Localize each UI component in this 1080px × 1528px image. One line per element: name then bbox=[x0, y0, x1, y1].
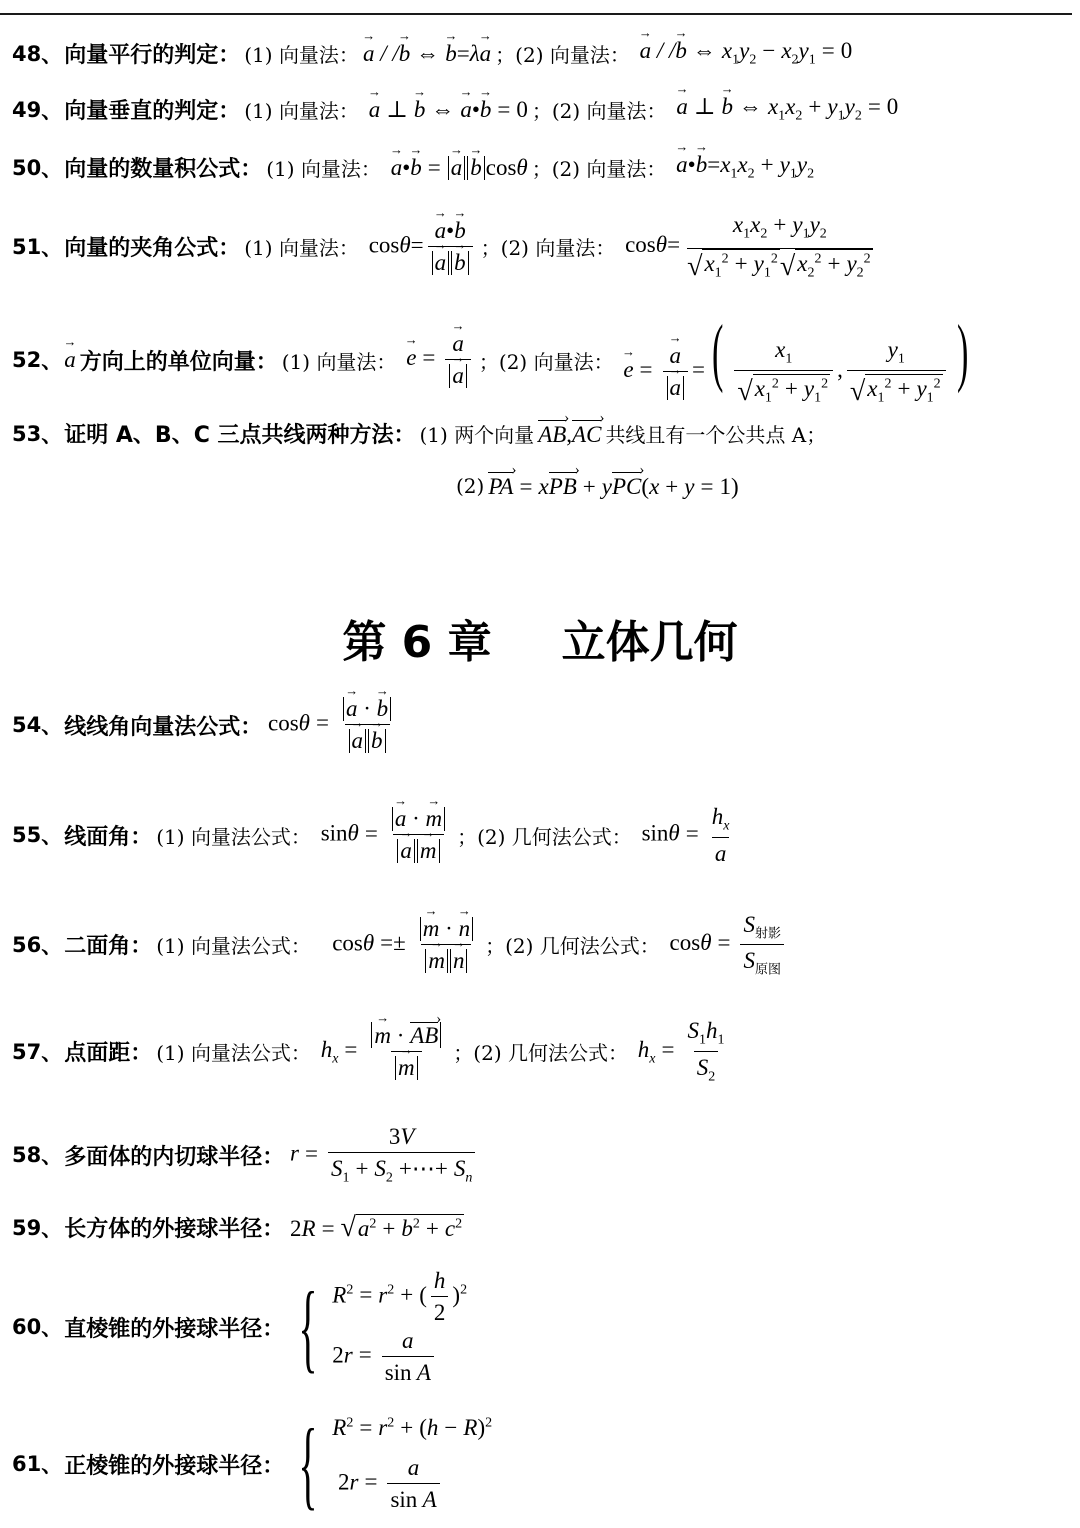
chapter-label: 第 6 章 bbox=[342, 617, 492, 668]
formula-61-system: { $R^2 = r^2 + (h - R)^2$ 2r = $\frac{a}{\text{sin A}}$ bbox=[298, 1408, 493, 1519]
item-title: 向量垂直的判定： bbox=[64, 99, 241, 124]
subscript-shadow: 射影 bbox=[754, 926, 781, 942]
method-2-label: ；(2) 几何法公式： bbox=[457, 824, 632, 849]
item-number: 57 bbox=[12, 1039, 42, 1064]
formula-59-radius: 2R = √ $a^2 + b^2 + c^2$ bbox=[290, 1211, 463, 1243]
formula-56 bbox=[12, 912, 788, 977]
method-2-label: ；(2) 向量法： bbox=[531, 157, 667, 181]
formula-58-radius: r = $\frac{3V}{S_1 + S_2 +\cdots+ S_n}$ bbox=[284, 1124, 479, 1187]
item-number: 56 bbox=[12, 932, 42, 957]
formula-56-geometric: cosθ = $\frac{S_{射影}}{S_{原图}}$ bbox=[664, 912, 788, 977]
formula-61 bbox=[12, 1408, 493, 1519]
method-1-label: (1) 向量法： bbox=[244, 99, 359, 123]
item-title: 正棱锥的外接球半径： bbox=[64, 1453, 285, 1479]
formula-48 bbox=[12, 38, 852, 69]
method-2-label: ；(2) 向量法： bbox=[531, 99, 667, 123]
formula-48-coord: → a / /→ b ⇔ $x_1y_2 - x_2y_1 = 0$ bbox=[634, 38, 852, 69]
item-separator: 、 bbox=[41, 98, 63, 123]
item-title: 点面距： bbox=[64, 1041, 153, 1067]
method-1-label: (1) 向量法公式： bbox=[156, 1041, 311, 1066]
method-1-label: (1) 向量法： bbox=[244, 43, 359, 67]
item-number: 53 bbox=[12, 421, 42, 446]
item-title: 向量平行的判定： bbox=[64, 43, 241, 68]
method-2-label: ；(2) 几何法公式： bbox=[453, 1041, 628, 1066]
item-separator: 、 bbox=[41, 1144, 63, 1169]
item-number: 48 bbox=[12, 41, 42, 66]
vector-a-symbol: → a bbox=[64, 347, 76, 373]
method-2-label: ；(2) 几何法公式： bbox=[485, 934, 660, 959]
formula-55 bbox=[12, 804, 736, 867]
method-2-label: ；(2) 向量法： bbox=[478, 349, 614, 374]
item-number: 51 bbox=[12, 234, 42, 259]
item-title: 向量的数量积公式： bbox=[64, 157, 263, 182]
formula-52 bbox=[12, 310, 975, 408]
item-separator: 、 bbox=[41, 1216, 63, 1241]
formula-50-vector: → a•→ b =→ a→ b cosθ bbox=[385, 155, 528, 181]
formula-49-coord: → a ⊥→ b ⇔ $x_1x_2 + y_1y_2 = 0$ bbox=[671, 94, 899, 125]
item-separator: 、 bbox=[41, 1316, 63, 1340]
item-number: 50 bbox=[12, 155, 42, 180]
method-2-label: (2) bbox=[456, 474, 485, 498]
formula-59 bbox=[12, 1212, 464, 1243]
formula-49 bbox=[12, 94, 898, 125]
item-separator: 、 bbox=[41, 824, 63, 849]
vectors-ab-ac: AB ›,AC › bbox=[538, 420, 601, 448]
item-title: 长方体的外接球半径： bbox=[64, 1217, 285, 1242]
formula-51-coord: cosθ= $x_1x_2 + y_1y_2$ √ $x_1^2 + y_1^2$ √ $x_2^2 + y_2^2$ bbox=[625, 212, 871, 283]
formula-54 bbox=[12, 696, 399, 754]
item-title: 方向上的单位向量： bbox=[79, 349, 278, 375]
method-1-label: (1) 向量法公式： bbox=[156, 934, 311, 959]
formula-60-system: { $R^2 = r^2$ + ( $\frac{h}{2}$ )$^2$ 2r = $\frac{a}{\text{sin A}}$ bbox=[298, 1268, 468, 1385]
chapter-title: 立体几何 bbox=[561, 617, 738, 668]
item-title: 二面角： bbox=[64, 934, 153, 960]
method-1-label: (1) 向量法： bbox=[266, 157, 381, 181]
item-separator: 、 bbox=[41, 1040, 63, 1065]
item-separator: 、 bbox=[41, 349, 63, 374]
formula-55-geometric: sinθ = $\frac{h_x}{a}$ bbox=[641, 804, 730, 866]
item-number: 60 bbox=[12, 1315, 42, 1339]
formula-50-coord: → a•→ $b=x_1x_2 + y_1y_2$ bbox=[670, 152, 814, 183]
item-number: 49 bbox=[12, 97, 42, 122]
formula-57 bbox=[12, 1018, 731, 1085]
formula-49-vector: → a ⊥→ b ⇔→ a•→ b = 0 bbox=[363, 97, 528, 123]
item-title: 直棱锥的外接球半径： bbox=[64, 1316, 285, 1342]
method-2-label: ；(2) 向量法： bbox=[480, 236, 616, 261]
item-title: 线线角向量法公式： bbox=[64, 714, 263, 740]
item-number: 52 bbox=[12, 348, 42, 373]
subscript-original: 原图 bbox=[754, 962, 781, 978]
item-separator: 、 bbox=[41, 714, 63, 738]
formula-50 bbox=[12, 152, 814, 183]
formula-51-vector: cosθ= → a•→ b → a→ b bbox=[363, 218, 477, 276]
item-title: 向量的夹角公式： bbox=[64, 236, 241, 262]
formula-51 bbox=[12, 212, 880, 281]
formula-48-vector: → a / /→ b ⇔→ b=λ→ a bbox=[363, 41, 491, 67]
formula-57-vector: $h_x$ = → m · AB › → m bbox=[315, 1022, 449, 1081]
formula-53 bbox=[12, 418, 830, 449]
item-separator: 、 bbox=[41, 1453, 63, 1477]
formula-53-method-2 bbox=[452, 472, 739, 500]
item-title: 证明 A、B、C 三点共线两种方法： bbox=[64, 423, 416, 448]
formula-57-geometric: $h_x$ = $\frac{S_1h_1}{S_2}$ bbox=[631, 1018, 725, 1085]
formula-52-vector: → e = → a → a bbox=[400, 331, 474, 389]
method-1-label: (1) 向量法： bbox=[281, 349, 397, 374]
formula-60 bbox=[12, 1268, 467, 1386]
item-number: 61 bbox=[12, 1452, 42, 1476]
item-number: 59 bbox=[12, 1215, 42, 1240]
formula-52-coord: → e = → a → a =( $x_1$ √ $x_1^2 + y_1^2$ , $y_1$ √ $x_1^2 + y_1^2$ ) bbox=[618, 314, 975, 406]
method-1-label: (1) 向量法公式： bbox=[156, 824, 311, 849]
formula-58 bbox=[12, 1124, 479, 1187]
method-1-label: (1) 两个向量 bbox=[419, 423, 535, 447]
top-rule bbox=[0, 13, 1072, 15]
formula-54-vector: cosθ = → a · → b → a→ b bbox=[262, 696, 399, 754]
method-1-label: (1) 向量法： bbox=[244, 236, 359, 261]
method-2-label: ；(2) 向量法： bbox=[495, 43, 630, 67]
chapter-heading bbox=[0, 606, 1080, 670]
formula-53-vector: PA › = xPB › + yPC ›(x + y = 1) bbox=[488, 472, 738, 500]
formula-55-vector: sinθ = → a · → m → a→ m bbox=[315, 806, 453, 864]
item-title: 线面角： bbox=[64, 824, 153, 850]
item-separator: 、 bbox=[41, 933, 63, 958]
item-title: 多面体的内切球半径： bbox=[64, 1144, 285, 1170]
item-number: 58 bbox=[12, 1143, 42, 1168]
item-number: 54 bbox=[12, 713, 42, 737]
method-1-conclusion: 共线且有一个公共点 A； bbox=[605, 423, 827, 447]
item-number: 55 bbox=[12, 823, 42, 848]
item-separator: 、 bbox=[41, 156, 63, 181]
item-separator: 、 bbox=[41, 42, 63, 67]
formula-56-vector: cosθ =± → m · → n → m→ n bbox=[315, 916, 481, 974]
item-separator: 、 bbox=[41, 422, 63, 447]
item-separator: 、 bbox=[41, 235, 63, 260]
